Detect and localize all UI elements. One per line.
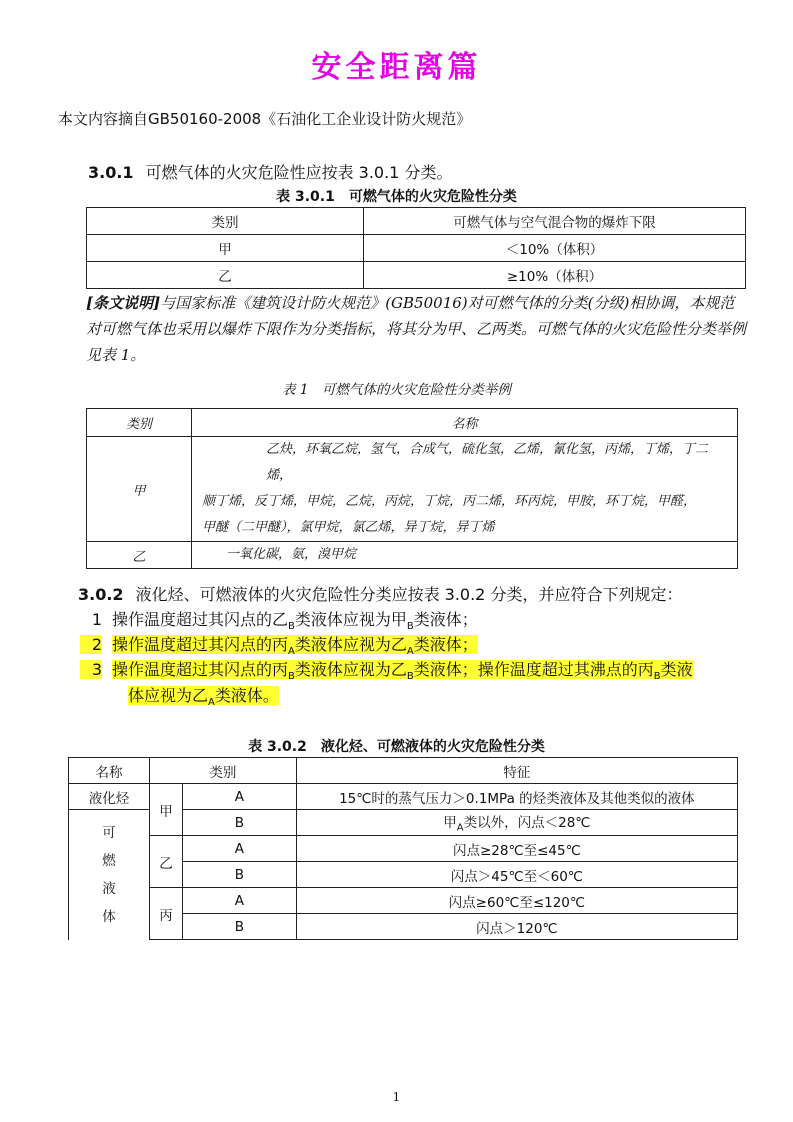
page-number: 1 <box>392 1090 401 1104</box>
cell: 甲 <box>150 784 183 836</box>
cell: 15℃时的蒸气压力＞0.1MPa 的烃类液体及其他类似的液体 <box>296 784 737 810</box>
list-item-highlighted: 3 操作温度超过其闪点的丙$_B$类液体应视为乙$_B$类液体；操作温度超过其沸点的丙$_B$类液 <box>80 657 693 682</box>
list-item-continuation: 体应视为乙$_A$类液体。 <box>128 686 279 709</box>
cell: A <box>183 836 297 862</box>
name-line: 甲醚（二甲醚），氯甲烷，氯乙烯，异丁烷，异丁烯 <box>202 520 495 535</box>
header-cell: 特征 <box>296 758 737 784</box>
table-header-row <box>87 208 746 235</box>
cell: 闪点＞120℃ <box>296 914 737 940</box>
name-line: 乙炔，环氧乙烷，氢气，合成气，硫化氢，乙烯，氰化氢，丙烯，丁烯，丁二烯， <box>266 442 709 483</box>
cell: ＜10%（体积） <box>364 235 746 262</box>
cell: A <box>183 888 297 914</box>
table-301 <box>86 207 746 289</box>
header-cell: 名称 <box>69 758 150 784</box>
cell: 液化烃 <box>69 784 150 810</box>
cell: 闪点＞45℃至＜60℃ <box>296 862 737 888</box>
table1-caption: 表 1 可燃气体的火灾危险性分类举例 <box>282 382 511 398</box>
cell: B <box>183 810 297 836</box>
table-row <box>87 437 738 542</box>
cell: 甲 <box>87 235 364 262</box>
page-title: 安全距离篇 <box>311 50 482 85</box>
table-row <box>69 836 738 862</box>
note-label: [条文说明] <box>86 294 161 312</box>
source-line: 本文内容摘自GB50160-2008《石油化工企业设计防火规范》 <box>58 110 472 128</box>
cell: A <box>183 784 297 810</box>
table-caption-302: 表 3.0.2 液化烃、可燃液体的火灾危险性分类 <box>248 739 545 755</box>
header-cell: 类别 <box>150 758 297 784</box>
clause-number: 3.0.1 <box>88 163 134 182</box>
table-1 <box>86 408 738 569</box>
clause-302 <box>78 582 682 605</box>
cell: B <box>183 862 297 888</box>
table-header-row <box>69 758 738 784</box>
cell: 可 燃 液 体 <box>69 810 150 940</box>
note-text: 与国家标准《建筑设计防火规范》(GB50016)对可燃气体的分类(分级)相协调，本规范对可燃气体也采用以爆炸下限作为分类指标，将其分为甲、乙两类。可燃气体的火灾危险性分类举例见表 1。 <box>86 294 747 364</box>
table-302 <box>68 757 738 940</box>
cell: 丙 <box>150 888 183 940</box>
table-row <box>69 784 738 810</box>
cell: 乙 <box>150 836 183 888</box>
cell: 乙 <box>87 262 364 289</box>
header-cell: 类别 <box>87 208 364 235</box>
cell: 甲$_A$类以外，闪点＜28℃ <box>296 810 737 836</box>
cell: 甲 <box>87 437 192 542</box>
explanatory-note <box>86 290 746 368</box>
table-caption-301: 表 3.0.1 可燃气体的火灾危险性分类 <box>276 189 517 205</box>
table-row <box>87 235 746 262</box>
header-cell: 名称 <box>192 409 738 437</box>
header-cell: 类别 <box>87 409 192 437</box>
cell: 一氧化碳，氨，溴甲烷 <box>192 542 738 569</box>
cell: 闪点≥28℃至≤45℃ <box>296 836 737 862</box>
clause-text: 液化烃、可燃液体的火灾危险性分类应按表 3.0.2 分类，并应符合下列规定： <box>135 585 683 604</box>
table-header-row <box>87 409 738 437</box>
cell <box>192 437 738 542</box>
list-item: 1 操作温度超过其闪点的乙$_B$类液体应视为甲$_B$类液体； <box>91 610 478 633</box>
name-line: 顺丁烯，反丁烯，甲烷，乙烷，丙烷，丁烷，丙二烯，环丙烷，甲胺，环丁烷，甲醛， <box>202 494 697 509</box>
cell: 乙 <box>87 542 192 569</box>
table-row <box>87 542 738 569</box>
table-row <box>69 888 738 914</box>
cell: 闪点≥60℃至≤120℃ <box>296 888 737 914</box>
table-row <box>87 262 746 289</box>
clause-number: 3.0.2 <box>78 585 124 604</box>
clause-text: 可燃气体的火灾危险性应按表 3.0.1 分类。 <box>145 163 453 182</box>
header-cell: 可燃气体与空气混合物的爆炸下限 <box>364 208 746 235</box>
cell: ≥10%（体积） <box>364 262 746 289</box>
list-item-highlighted: 2 操作温度超过其闪点的丙$_A$类液体应视为乙$_A$类液体； <box>80 632 478 657</box>
cell: B <box>183 914 297 940</box>
clause-301 <box>88 160 452 183</box>
